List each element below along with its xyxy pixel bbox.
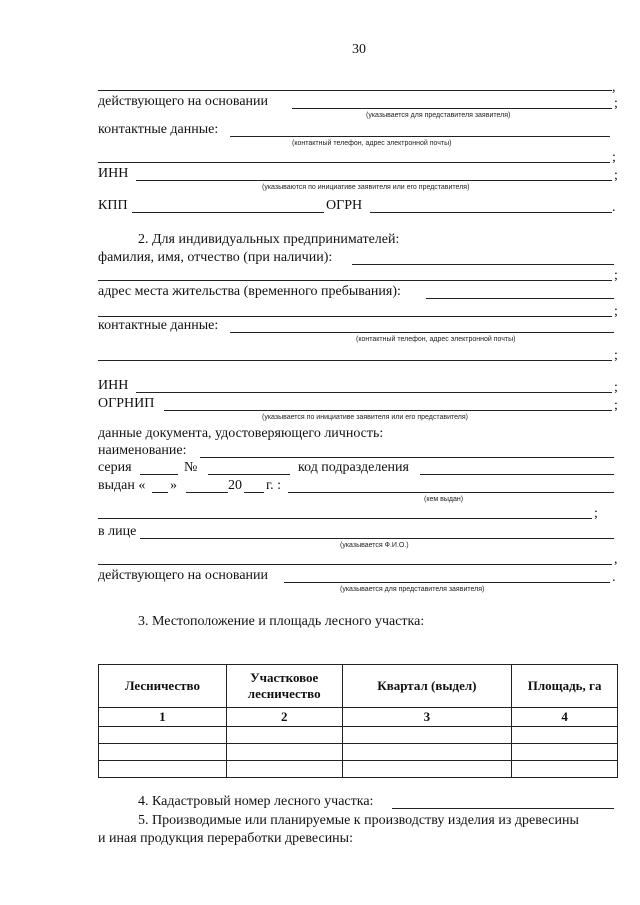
- kpp-label: КПП: [98, 198, 128, 213]
- ogrnip-line[interactable]: [164, 410, 612, 411]
- hint-issued-by: (кем выдан): [424, 496, 464, 503]
- issued-quote: »: [170, 478, 177, 493]
- table-cell[interactable]: [512, 761, 618, 778]
- in-person-line[interactable]: [140, 538, 614, 539]
- acting-basis-line-2[interactable]: [284, 582, 610, 583]
- table-cell[interactable]: [342, 727, 512, 744]
- semicolon: ;: [614, 348, 618, 363]
- id-document-label: данные документа, удостоверяющего личность:: [98, 426, 384, 441]
- contacts-line[interactable]: [230, 136, 610, 137]
- hint-initiative: (указываются по инициативе заявителя или его представителя): [262, 184, 470, 191]
- semicolon: ;: [612, 150, 616, 165]
- semicolon: ;: [614, 168, 618, 183]
- acting-basis-label: действующего на основании: [98, 94, 269, 109]
- column-header-district-forestry: Участковое лесничество: [226, 665, 342, 708]
- contacts-label: контактные данные:: [98, 122, 219, 137]
- period: .: [612, 570, 616, 585]
- table-cell[interactable]: [512, 727, 618, 744]
- year-prefix: 20: [228, 478, 242, 493]
- section4-heading: 4. Кадастровый номер лесного участка:: [138, 794, 374, 809]
- inn-label-2: ИНН: [98, 378, 129, 393]
- contacts-line-4[interactable]: [98, 360, 612, 361]
- column-number: 2: [226, 708, 342, 727]
- column-number: 1: [99, 708, 227, 727]
- table-cell[interactable]: [99, 761, 227, 778]
- inn-line-2[interactable]: [136, 392, 612, 393]
- kpp-line[interactable]: [132, 212, 324, 213]
- table-cell[interactable]: [342, 761, 512, 778]
- contacts-line-2[interactable]: [98, 162, 610, 163]
- residence-line-2[interactable]: [98, 316, 612, 317]
- ogrnip-label: ОГРНИП: [98, 396, 155, 411]
- column-header-quarter: Квартал (выдел): [342, 665, 512, 708]
- ogrn-label: ОГРН: [326, 198, 363, 213]
- column-number: 4: [512, 708, 618, 727]
- number-sign: №: [184, 460, 198, 475]
- in-person-label: в лице: [98, 524, 137, 539]
- acting-basis-label-2: действующего на основании: [98, 568, 269, 583]
- cadastral-number-line[interactable]: [392, 808, 614, 809]
- residence-line[interactable]: [426, 298, 614, 299]
- semicolon: ;: [614, 380, 618, 395]
- acting-basis-line[interactable]: [292, 108, 612, 109]
- in-person-line-2[interactable]: [98, 564, 612, 565]
- table-cell[interactable]: [512, 744, 618, 761]
- division-code-label: код подразделения: [298, 460, 409, 475]
- table-cell[interactable]: [226, 727, 342, 744]
- hint-representative-2: (указывается для представителя заявителя): [340, 586, 485, 593]
- table-cell[interactable]: [342, 744, 512, 761]
- residence-label: адрес места жительства (временного пребывания):: [98, 284, 401, 299]
- section5-line1: 5. Производимые или планируемые к производству изделия из древесины: [138, 813, 579, 828]
- name-label: наименование:: [98, 443, 187, 458]
- table-cell[interactable]: [226, 761, 342, 778]
- issued-by-line[interactable]: [288, 492, 614, 493]
- issued-by-line-2[interactable]: [98, 518, 592, 519]
- table-row: [99, 761, 618, 778]
- period: .: [612, 200, 616, 215]
- inn-label: ИНН: [98, 166, 129, 181]
- table-row: [99, 744, 618, 761]
- semicolon: ;: [614, 304, 618, 319]
- table-cell[interactable]: [226, 744, 342, 761]
- issued-year-line[interactable]: [244, 492, 264, 493]
- column-header-forestry: Лесничество: [99, 665, 227, 708]
- page-number: 30: [352, 42, 366, 57]
- name-line[interactable]: [200, 457, 614, 458]
- section3-heading: 3. Местоположение и площадь лесного участка:: [138, 614, 425, 629]
- year-suffix: г. :: [266, 478, 282, 493]
- fill-line[interactable]: [98, 90, 612, 91]
- inn-line[interactable]: [136, 180, 612, 181]
- table-cell[interactable]: [99, 727, 227, 744]
- hint-representative: (указывается для представителя заявителя): [366, 112, 511, 119]
- division-code-line[interactable]: [420, 474, 614, 475]
- series-line[interactable]: [140, 474, 178, 475]
- section2-heading: 2. Для индивидуальных предпринимателей:: [138, 232, 400, 247]
- issued-label: выдан «: [98, 478, 146, 493]
- contacts-label-2: контактные данные:: [98, 318, 219, 333]
- fio-line[interactable]: [352, 264, 614, 265]
- fio-line-2[interactable]: [98, 280, 612, 281]
- section5-line2: и иная продукция переработки древесины:: [98, 831, 353, 846]
- semicolon: ;: [614, 268, 618, 283]
- issued-day-line[interactable]: [152, 492, 168, 493]
- comma: ,: [612, 80, 616, 95]
- ogrn-line[interactable]: [370, 212, 612, 213]
- fio-label: фамилия, имя, отчество (при наличии):: [98, 250, 333, 265]
- contacts-line-3[interactable]: [230, 332, 614, 333]
- issued-month-line[interactable]: [186, 492, 228, 493]
- hint-fio: (указывается Ф.И.О.): [340, 542, 409, 549]
- comma: ,: [614, 552, 618, 567]
- table-cell[interactable]: [99, 744, 227, 761]
- series-label: серия: [98, 460, 132, 475]
- number-line[interactable]: [208, 474, 290, 475]
- column-header-area: Площадь, га: [512, 665, 618, 708]
- semicolon: ;: [614, 96, 618, 111]
- semicolon: ;: [594, 506, 598, 521]
- semicolon: ;: [614, 398, 618, 413]
- column-number: 3: [342, 708, 512, 727]
- hint-contacts-2: (контактный телефон, адрес электронной почты): [356, 336, 516, 343]
- forest-plot-table: [98, 664, 618, 778]
- table-row: [99, 727, 618, 744]
- hint-initiative-2: (указывается по инициативе заявителя или его представителя): [262, 414, 468, 421]
- hint-contacts: (контактный телефон, адрес электронной почты): [292, 140, 452, 147]
